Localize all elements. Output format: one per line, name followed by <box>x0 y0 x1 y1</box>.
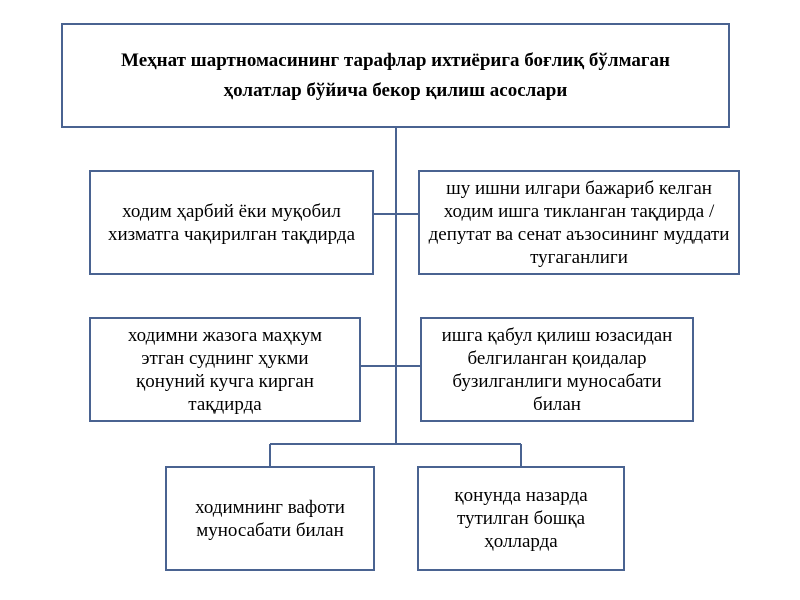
diagram-title-box <box>61 23 730 128</box>
node-reinstatement-text: шу ишни илгари бажариб келган ходим ишга тикланган тақдирда / депутат ва сенат аъзосининг муддати тугаганлиги <box>428 177 730 268</box>
node-employee-death <box>165 466 375 571</box>
node-employee-death-text: ходимнинг вафоти муносабати билан <box>195 496 345 541</box>
node-military-service-text: ходим ҳарбий ёки муқобил хизматга чақирилган тақдирда <box>107 200 356 245</box>
node-hiring-rules <box>420 317 694 422</box>
node-court-sentence <box>89 317 361 422</box>
node-reinstatement <box>418 170 740 275</box>
node-court-sentence-text: ходимни жазога маҳкум этган суднинг ҳукми қонуний кучга кирган тақдирда <box>127 324 323 415</box>
node-military-service <box>89 170 374 275</box>
node-hiring-rules-text: ишга қабул қилиш юзасидан белгиланган қоидалар бузилганлиги муносабати билан <box>441 324 673 415</box>
node-other-cases <box>417 466 625 571</box>
diagram-title: Меҳнат шартномасининг тарафлар ихтиёрига боғлиқ бўлмаган ҳолатлар бўйича бекор қилиш асослари <box>121 49 670 101</box>
node-other-cases-text: қонунда назарда тутилган бошқа ҳолларда <box>454 485 588 552</box>
